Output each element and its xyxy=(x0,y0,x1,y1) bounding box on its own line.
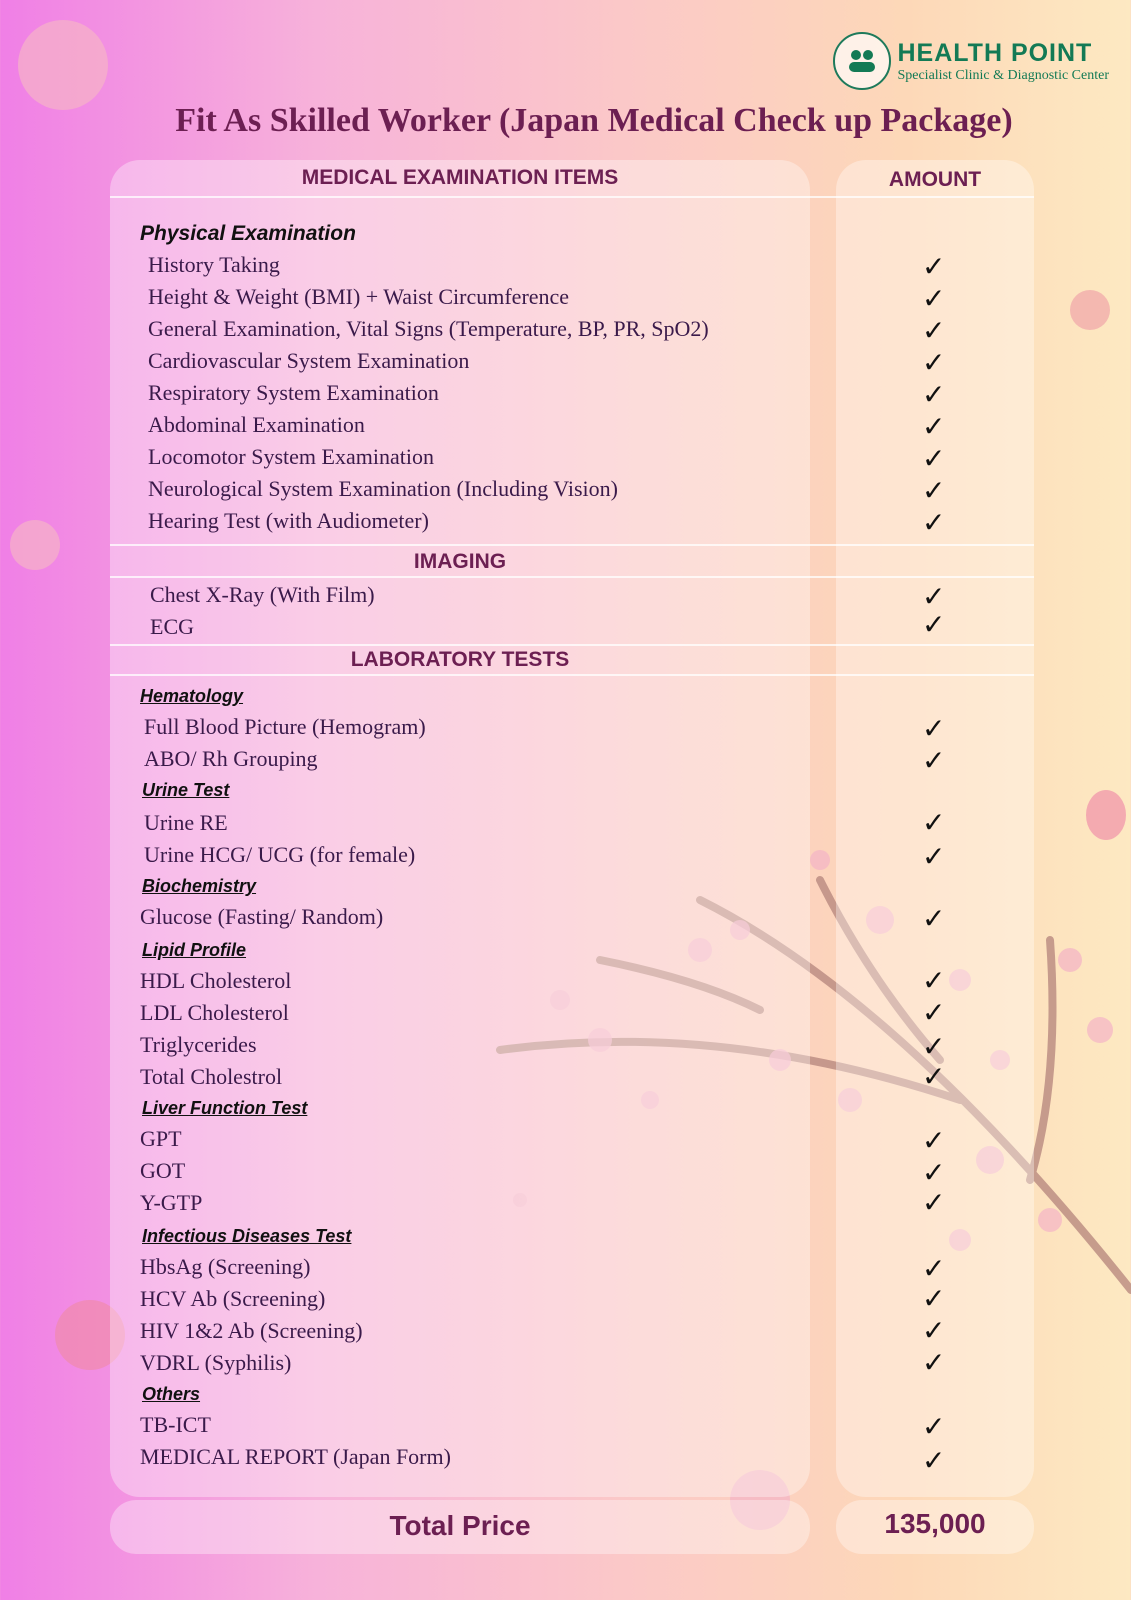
check-icon: ✓ xyxy=(922,840,946,873)
check-icon: ✓ xyxy=(922,378,946,411)
subsection-lipid-profile: Lipid Profile xyxy=(142,940,247,960)
list-item: HCV Ab (Screening) xyxy=(140,1286,326,1311)
check-icon: ✓ xyxy=(922,996,946,1029)
list-item: Y-GTP xyxy=(140,1190,203,1215)
brand-subtitle: Specialist Clinic & Diagnostic Center xyxy=(897,67,1109,83)
list-item: HIV 1&2 Ab (Screening) xyxy=(140,1318,363,1343)
divider xyxy=(110,674,1034,676)
list-item: Hearing Test (with Audiometer) xyxy=(148,508,429,533)
amount-column-header: AMOUNT xyxy=(888,168,982,191)
brand-name: HEALTH POINT xyxy=(897,38,1093,67)
list-item: History Taking xyxy=(148,252,280,277)
check-icon: ✓ xyxy=(922,506,946,539)
list-item: VDRL (Syphilis) xyxy=(140,1350,292,1375)
check-icon: ✓ xyxy=(922,346,946,379)
list-item: Abdominal Examination xyxy=(148,412,365,437)
list-item: Urine HCG/ UCG (for female) xyxy=(144,842,416,867)
check-icon: ✓ xyxy=(922,250,946,283)
check-icon: ✓ xyxy=(922,1252,946,1285)
check-icon: ✓ xyxy=(922,964,946,997)
total-price-value: 135,000 xyxy=(884,1508,986,1539)
clinic-logo xyxy=(833,32,1109,90)
list-item: ECG xyxy=(150,614,194,639)
subsection-hematology: Hematology xyxy=(140,686,244,706)
page-title: Fit As Skilled Worker (Japan Medical Check up Package) xyxy=(175,102,1013,139)
items-column-header: MEDICAL EXAMINATION ITEMS xyxy=(301,166,619,189)
total-price-label: Total Price xyxy=(389,1510,531,1541)
check-icon: ✓ xyxy=(922,902,946,935)
list-item: Triglycerides xyxy=(140,1032,257,1057)
divider xyxy=(110,196,1034,198)
check-icon: ✓ xyxy=(922,1444,946,1477)
list-item: ABO/ Rh Grouping xyxy=(144,746,318,771)
subsection-liver-function-test: Liver Function Test xyxy=(142,1098,308,1118)
check-icon: ✓ xyxy=(922,1030,946,1063)
check-icon: ✓ xyxy=(922,1156,946,1189)
list-item: Urine RE xyxy=(144,810,228,835)
list-item: General Examination, Vital Signs (Temperature, BP, PR, SpO2) xyxy=(148,316,709,341)
check-icon: ✓ xyxy=(922,1410,946,1443)
check-icon: ✓ xyxy=(922,1060,946,1093)
list-item: HbsAg (Screening) xyxy=(140,1254,311,1279)
list-item: Neurological System Examination (Including Vision) xyxy=(148,476,618,501)
check-icon: ✓ xyxy=(922,1124,946,1157)
list-item: GPT xyxy=(140,1126,182,1151)
subsection-infectious-diseases-test: Infectious Diseases Test xyxy=(142,1226,352,1246)
divider xyxy=(110,576,1034,578)
check-icon: ✓ xyxy=(922,1282,946,1315)
list-item: TB-ICT xyxy=(140,1412,211,1437)
subsection-biochemistry: Biochemistry xyxy=(142,876,257,896)
subsection-urine-test: Urine Test xyxy=(142,780,230,800)
check-icon: ✓ xyxy=(922,314,946,347)
check-icon: ✓ xyxy=(922,608,946,641)
check-icon: ✓ xyxy=(922,282,946,315)
check-icon: ✓ xyxy=(922,1186,946,1219)
divider xyxy=(110,544,1034,546)
check-icon: ✓ xyxy=(922,410,946,443)
list-item: Cardiovascular System Examination xyxy=(148,348,470,373)
subsection-others: Others xyxy=(142,1384,201,1404)
list-item: Glucose (Fasting/ Random) xyxy=(140,904,384,929)
check-icon: ✓ xyxy=(922,712,946,745)
list-item: Full Blood Picture (Hemogram) xyxy=(144,714,426,739)
check-icon: ✓ xyxy=(922,1346,946,1379)
list-item: Locomotor System Examination xyxy=(148,444,434,469)
list-item: Height & Weight (BMI) + Waist Circumference xyxy=(148,284,570,309)
list-item: Respiratory System Examination xyxy=(148,380,439,405)
check-icon: ✓ xyxy=(922,580,946,613)
list-item: Chest X-Ray (With Film) xyxy=(150,582,375,607)
check-icon: ✓ xyxy=(922,442,946,475)
check-icon: ✓ xyxy=(922,744,946,777)
check-icon: ✓ xyxy=(922,806,946,839)
list-item: MEDICAL REPORT (Japan Form) xyxy=(140,1444,451,1469)
list-item: Total Cholestrol xyxy=(140,1064,283,1089)
list-item: LDL Cholesterol xyxy=(140,1000,289,1025)
health-point-logo-icon xyxy=(833,32,891,90)
check-icon: ✓ xyxy=(922,1314,946,1347)
list-item: GOT xyxy=(140,1158,186,1183)
divider xyxy=(110,644,1034,646)
section-imaging: IMAGING xyxy=(413,550,507,573)
list-item: HDL Cholesterol xyxy=(140,968,292,993)
check-icon: ✓ xyxy=(922,474,946,507)
section-physical-examination: Physical Examination xyxy=(140,222,356,245)
section-laboratory-tests: LABORATORY TESTS xyxy=(350,648,570,671)
